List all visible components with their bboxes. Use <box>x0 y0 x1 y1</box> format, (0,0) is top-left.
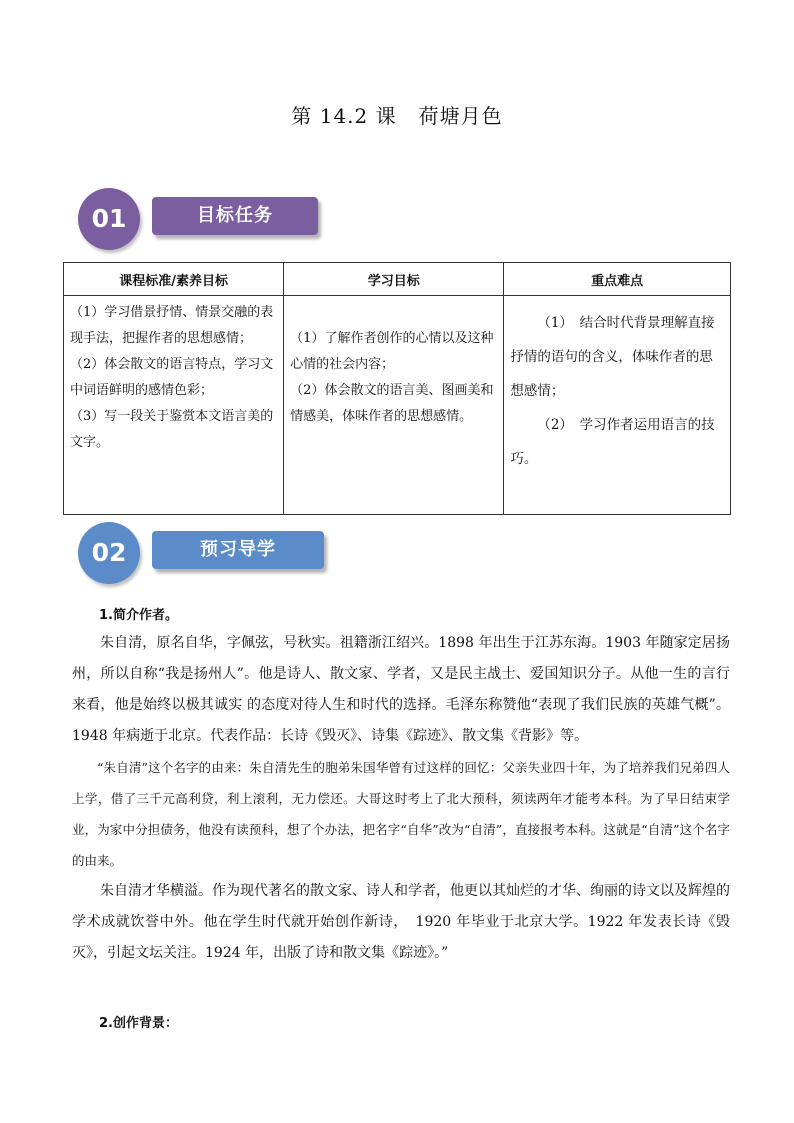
list-item: （2） 学习作者运用语言的技巧。 <box>510 417 715 467</box>
list-item: （3）写一段关于鉴赏本文语言美的文字。 <box>70 409 274 450</box>
page-title <box>0 100 794 129</box>
list-item: （2）体会散文的语言特点，学习文中词语鲜明的感情色彩； <box>70 357 274 398</box>
cell-key-points <box>504 296 731 515</box>
cell-standards <box>64 296 284 515</box>
header-key-points: 重点难点 <box>504 263 731 296</box>
section-number-badge: 02 <box>78 522 140 584</box>
section-number-badge: 01 <box>78 188 140 250</box>
list-item: （1）了解作者创作的心情以及这种心情的社会内容； <box>290 331 494 372</box>
lesson-number: 第 14.2 课 <box>291 104 397 128</box>
goals-table <box>63 262 731 515</box>
paragraph-name-origin: “朱自清”这个名字的由来：朱自清先生的胞弟朱国华曾有过这样的回忆：父亲失业四十年，为了培养我们兄弟四人上学，借了三千元高利贷，利上滚利，无力偿还。大哥这时考上了北大预科，须读两年才能考本科。为了早日结束学业，为家中分担债务，他没有读预科，想了个办法，把名字“自华”改为“自清”，直接报考本科。这就是“自清”这个名字的由来。 <box>72 760 730 868</box>
table-header-row <box>64 263 731 296</box>
heading-author-intro: 1.简介作者。 <box>99 608 178 623</box>
heading-background: 2.创作背景： <box>99 1016 178 1031</box>
list-item: （1） 结合时代背景理解直接抒情的语句的含义，体味作者的思想感情； <box>510 315 715 399</box>
section-title-bar: 目标任务 <box>152 197 318 235</box>
header-standards: 课程标准/素养目标 <box>64 263 284 296</box>
section-header-goals <box>78 188 328 258</box>
list-item: （1）学习借景抒情、情景交融的表现手法，把握作者的思想感情； <box>70 305 274 346</box>
list-item: （2）体会散文的语言美、图画美和情感美，体味作者的思想感情。 <box>290 383 494 424</box>
lesson-name: 荷塘月色 <box>418 104 503 128</box>
paragraph-talent: 朱自清才华横溢。作为现代著名的散文家、诗人和学者，他更以其灿烂的才华、绚丽的诗文以及辉煌的学术成就饮誉中外。他在学生时代就开始创作新诗， 1920 年毕业于北京大学。1922 年发表长诗《毁灭》，引起文坛关注。1924 年，出版了诗和散文集《踪迹》。” <box>72 883 730 961</box>
paragraph-author-bio: 朱自清，原名自华，字佩弦，号秋实。祖籍浙江绍兴。1898 年出生于江苏东海。1903 年随家定居扬州，所以自称“我是扬州人”。他是诗人、散文家、学者，又是民主战士、爱国知识分子。从他一生的言行来看，他是始终以极其诚实 的态度对待人生和时代的选择。毛泽东称赞他“表现了我们民族的英雄气概”。1948 年病逝于北京。代表作品：长诗《毁灭》、诗集《踪迹》、散文集《背影》等。 <box>72 635 730 744</box>
cell-learning-goals <box>284 296 504 515</box>
section-header-preview <box>78 522 328 592</box>
preview-body <box>72 628 730 969</box>
section-title-bar: 预习导学 <box>152 531 324 569</box>
header-learning-goals: 学习目标 <box>284 263 504 296</box>
table-row <box>64 296 731 515</box>
